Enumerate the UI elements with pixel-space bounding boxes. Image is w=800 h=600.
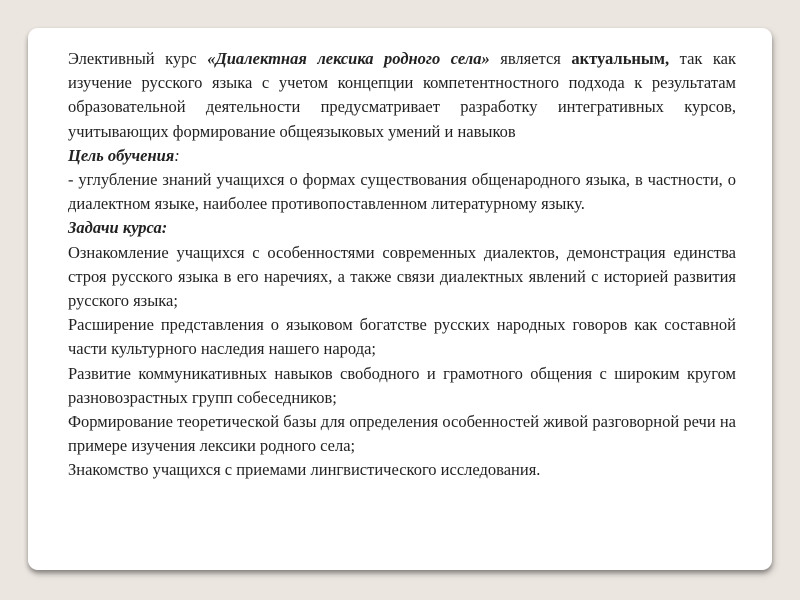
- intro-keyword: актуальным,: [571, 49, 670, 68]
- task-item: [68, 362, 736, 410]
- task-text: Развитие коммуникативных навыков свободного и грамотного общения с широким кругом разновозрастных групп собеседников;: [68, 363, 736, 407]
- tasks-list: [68, 241, 736, 483]
- task-text: Расширение представления о языковом богатстве русских народных говоров как составной части культурного наследия нашего народа;: [68, 315, 736, 359]
- goal-heading: [68, 144, 736, 168]
- goal-heading-text: Цель обучения: [68, 145, 175, 165]
- task-text: Ознакомление учащихся с особенностями современных диалектов, демонстрация единства строя русского языка в его наречиях, а также связи диалектных явлений с историей развития русского языка;: [68, 242, 736, 311]
- task-item: [68, 313, 736, 361]
- tasks-heading: Задачи курса:: [68, 218, 168, 238]
- goal-heading-colon: :: [174, 145, 180, 165]
- course-title: «Диалектная лексика родного села»: [207, 49, 490, 68]
- intro-mid: является: [489, 49, 572, 68]
- task-item: [68, 241, 736, 314]
- intro-prefix: Элективный курс: [68, 49, 208, 68]
- task-text: Формирование теоретической базы для определения особенностей живой разговорной речи на примере изучения лексики родного села;: [68, 412, 736, 456]
- slide-text: [68, 47, 736, 483]
- goal-text: - углубление знаний учащихся о формах существования общенародного языка, в частности, о диалектном языке, наиболее противопоставленном литературному языку.: [68, 170, 736, 214]
- intro-rest: так как изучение русского языка с учетом концепции компетентностного подхода к результатам образовательной деятельности предусматривает разработку интегративных курсов, учитывающих формирование общеязыковых умений и навыков: [68, 49, 737, 141]
- task-text: Знакомство учащихся с приемами лингвистического исследования.: [68, 460, 541, 480]
- task-item: [68, 410, 736, 458]
- task-item: [68, 458, 736, 482]
- intro-paragraph: [68, 47, 736, 144]
